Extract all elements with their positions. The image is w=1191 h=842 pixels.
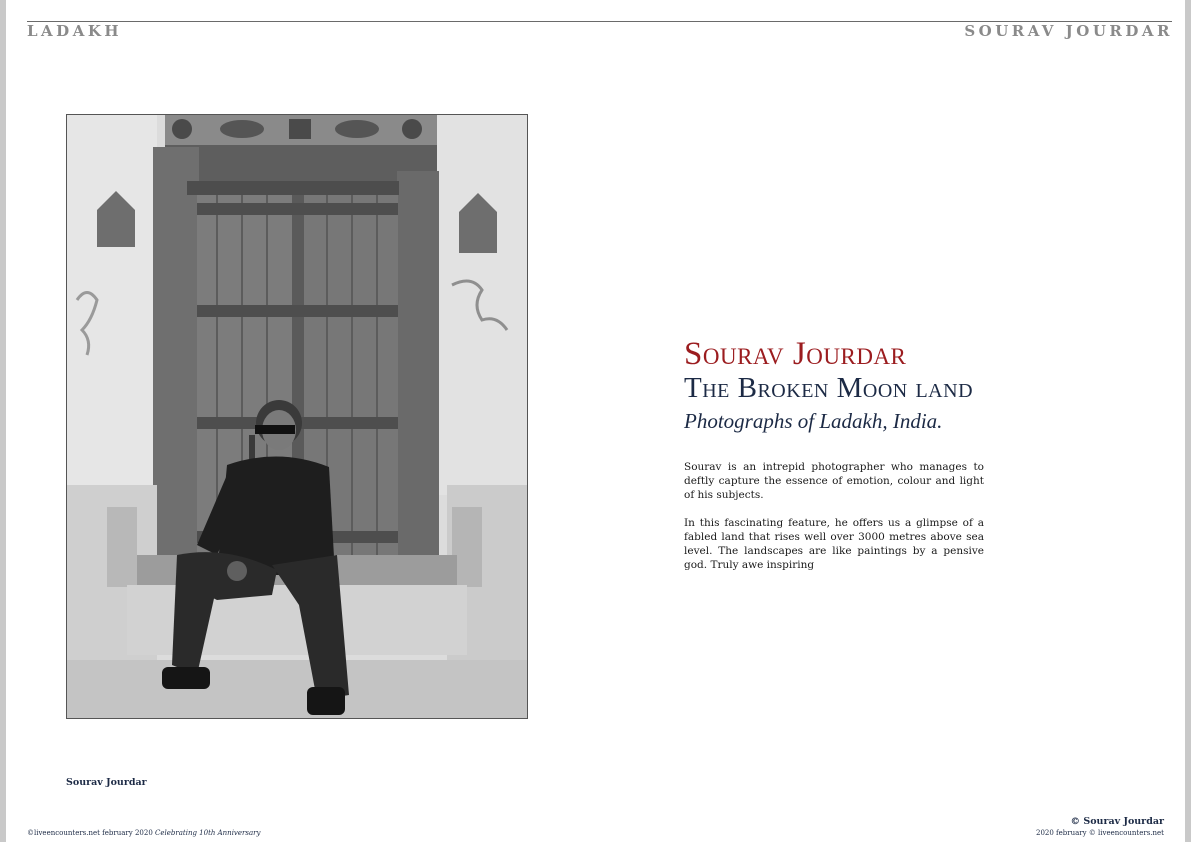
- footer-anniversary: Celebrating 10th Anniversary: [155, 829, 261, 837]
- portrait-photo: [66, 114, 528, 719]
- feature-subtitle: Photographs of Ladakh, India.: [684, 409, 943, 433]
- magazine-page: [6, 0, 1185, 842]
- photo-caption: Sourav Jourdar: [66, 777, 147, 788]
- intro-paragraph: Sourav is an intrepid photographer who manages to deftly capture the essence of emotion, colour and light of his subjects.: [684, 461, 984, 501]
- section-label: LADAKH: [27, 22, 123, 40]
- author-header-label: SOURAV JOURDAR: [964, 22, 1173, 40]
- feature-title: The Broken Moon land: [684, 372, 974, 404]
- footer-copyright: © Sourav Jourdar: [1070, 816, 1164, 827]
- footer-right-text: 2020 february © liveencounters.net: [1036, 829, 1164, 837]
- footer-publication: ©liveencounters.net february 2020: [27, 829, 153, 837]
- footer-left: [27, 829, 260, 837]
- intro-paragraph: In this fascinating feature, he offers us a glimpse of a fabled land that rises well over 3000 metres above sea level. The landscapes are like paintings by a pensive god. Truly awe inspiring: [684, 517, 984, 571]
- feature-intro: [684, 336, 984, 572]
- author-name: Sourav Jourdar: [684, 336, 907, 372]
